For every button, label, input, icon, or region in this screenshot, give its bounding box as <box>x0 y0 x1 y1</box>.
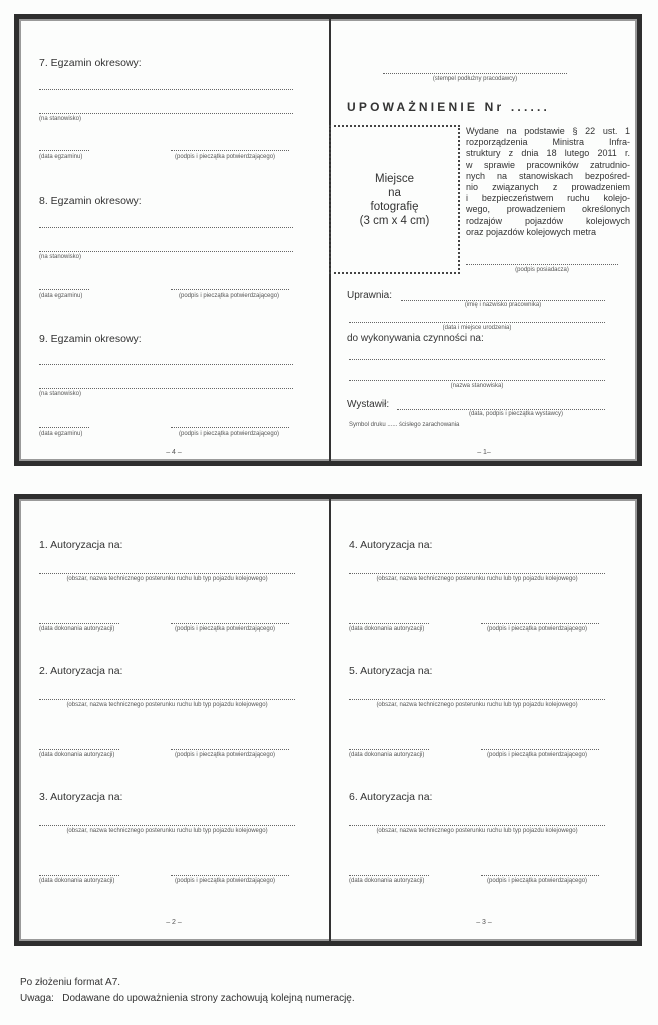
spread-pages-4-1 <box>14 14 642 466</box>
exam-9-date-line[interactable] <box>39 427 89 428</box>
employee-name-caption: (imię i nazwisko pracownika) <box>464 302 542 308</box>
authorization-2-area-caption: (obszar, nazwa technicznego posterunku ruchu lub typ pojazdu kolejowego) <box>66 702 268 708</box>
photo-placeholder-box <box>329 125 460 274</box>
authorization-3-signature-caption: (podpis i pieczątka potwierdzającego) <box>175 878 276 884</box>
legal-line: wego, prowadzeniem określonych <box>466 204 630 215</box>
holder-signature-line[interactable] <box>466 264 618 265</box>
authorizes-label: Uprawnia: <box>347 290 393 301</box>
birth-line[interactable] <box>349 322 605 323</box>
authorization-6-signature-line[interactable] <box>481 875 599 876</box>
authorization-2-signature-line[interactable] <box>171 749 289 750</box>
format-note: Po złożeniu format A7. <box>20 977 121 988</box>
authorization-5-signature-line[interactable] <box>481 749 599 750</box>
exam-7-position-line[interactable] <box>39 113 293 114</box>
legal-line: nych na stanowiskach bezpośred- <box>466 170 630 181</box>
exam-7-line-1[interactable] <box>39 89 293 90</box>
remark-note: Uwaga: Dodawane do upoważnienia strony zachowują kolejną numerację. <box>20 993 355 1004</box>
issuer-caption: (data, podpis i pieczątka wystawcy) <box>468 411 564 417</box>
exam-8-position-caption: (na stanowisko) <box>39 254 82 260</box>
exam-9-signature-caption: (podpis i pieczątka potwierdzającego) <box>179 431 280 437</box>
legal-line: i bezpieczeństwem ruchu kolejo- <box>466 193 630 204</box>
authorization-2-date-caption: (data dokonania autoryzacji) <box>39 752 115 758</box>
exam-7-position-caption: (na stanowisko) <box>39 116 82 122</box>
stamp-line[interactable] <box>383 73 567 74</box>
authorization-2-signature-caption: (podpis i pieczątka potwierdzającego) <box>175 752 276 758</box>
photo-text-line-3: fotografię <box>370 200 419 213</box>
issued-label: Wystawił: <box>347 399 390 410</box>
issuer-line[interactable] <box>397 409 605 410</box>
authorization-5-date-line[interactable] <box>349 749 429 750</box>
authorization-4-signature-line[interactable] <box>481 623 599 624</box>
authorization-3-date-line[interactable] <box>39 875 119 876</box>
position-line-1[interactable] <box>349 359 605 360</box>
legal-line: Wydane na podstawie § 22 ust. 1 <box>466 126 630 136</box>
legal-line: w sprawie pracowników zatrudnio- <box>466 159 630 170</box>
exam-7-signature-caption: (podpis i pieczątka potwierdzającego) <box>175 154 276 160</box>
exam-8-heading: 8. Egzamin okresowy: <box>39 195 142 207</box>
legal-line: nio związanych z prowadzeniem <box>466 182 630 193</box>
authorization-5-date-caption: (data dokonania autoryzacji) <box>349 752 425 758</box>
authorization-5-area-caption: (obszar, nazwa technicznego posterunku ruchu lub typ pojazdu kolejowego) <box>376 702 578 708</box>
authorization-2-date-line[interactable] <box>39 749 119 750</box>
page-number-4: – 4 – <box>166 449 182 456</box>
exam-7-date-line[interactable] <box>39 150 89 151</box>
authorization-5-area-line[interactable] <box>349 699 605 700</box>
authorization-3-area-caption: (obszar, nazwa technicznego posterunku ruchu lub typ pojazdu kolejowego) <box>66 828 268 834</box>
exam-9-signature-line[interactable] <box>171 427 289 428</box>
authorization-1-area-caption: (obszar, nazwa technicznego posterunku ruchu lub typ pojazdu kolejowego) <box>66 576 268 582</box>
authorization-6-area-caption: (obszar, nazwa technicznego posterunku ruchu lub typ pojazdu kolejowego) <box>376 828 578 834</box>
exam-8-line-1[interactable] <box>39 227 293 228</box>
authorization-3-area-line[interactable] <box>39 825 295 826</box>
authorization-5-signature-caption: (podpis i pieczątka potwierdzającego) <box>487 752 588 758</box>
page-3 <box>331 499 637 941</box>
document-title: UPOWAŻNIENIE Nr ...... <box>347 100 551 114</box>
spread-pages-2-3 <box>14 494 642 946</box>
page-number-2: – 2 – <box>166 919 182 926</box>
holder-signature-caption: (podpis posiadacza) <box>515 267 569 273</box>
exam-8-date-line[interactable] <box>39 289 89 290</box>
exam-7-heading: 7. Egzamin okresowy: <box>39 57 142 69</box>
legal-line: oraz pojazdów kolejowych metra <box>466 226 597 237</box>
authorization-4-heading: 4. Autoryzacja na: <box>349 539 433 551</box>
authorization-1-signature-caption: (podpis i pieczątka potwierdzającego) <box>175 626 276 632</box>
page-number-3: – 3 – <box>476 919 492 926</box>
exam-9-position-line[interactable] <box>39 388 293 389</box>
position-line-2[interactable] <box>349 380 605 381</box>
exam-9-heading: 9. Egzamin okresowy: <box>39 333 142 345</box>
position-name-caption: (nazwa stanowiska) <box>450 383 504 389</box>
exam-9-position-caption: (na stanowisko) <box>39 391 82 397</box>
exam-9-line-1[interactable] <box>39 364 293 365</box>
exam-7-signature-line[interactable] <box>171 150 289 151</box>
authorization-6-date-line[interactable] <box>349 875 429 876</box>
authorization-2-area-line[interactable] <box>39 699 295 700</box>
authorization-4-signature-caption: (podpis i pieczątka potwierdzającego) <box>487 626 588 632</box>
print-symbol-text: Symbol druku ...... ścisłego zarachowania <box>349 422 460 428</box>
authorization-6-date-caption: (data dokonania autoryzacji) <box>349 878 425 884</box>
authorization-1-heading: 1. Autoryzacja na: <box>39 539 123 551</box>
photo-text-line-4: (3 cm x 4 cm) <box>359 214 430 227</box>
exam-9-date-caption: (data egzaminu) <box>39 431 83 437</box>
birth-caption: (data i miejsce urodzenia) <box>442 325 512 331</box>
page-number-1: – 1– <box>477 449 491 456</box>
page-1 <box>331 19 637 461</box>
page-2 <box>19 499 329 941</box>
stamp-caption: (stempel podłużny pracodawcy) <box>432 76 518 82</box>
authorization-2-heading: 2. Autoryzacja na: <box>39 665 123 677</box>
photo-text-line-1: Miejsce <box>375 172 414 185</box>
authorization-1-date-caption: (data dokonania autoryzacji) <box>39 626 115 632</box>
authorization-1-area-line[interactable] <box>39 573 295 574</box>
exam-8-signature-caption: (podpis i pieczątka potwierdzającego) <box>179 293 280 299</box>
exam-8-date-caption: (data egzaminu) <box>39 293 83 299</box>
authorization-4-date-caption: (data dokonania autoryzacji) <box>349 626 425 632</box>
authorization-1-signature-line[interactable] <box>171 623 289 624</box>
authorization-6-signature-caption: (podpis i pieczątka potwierdzającego) <box>487 878 588 884</box>
authorization-3-heading: 3. Autoryzacja na: <box>39 791 123 803</box>
authorization-4-area-line[interactable] <box>349 573 605 574</box>
authorization-3-date-caption: (data dokonania autoryzacji) <box>39 878 115 884</box>
exam-8-position-line[interactable] <box>39 251 293 252</box>
legal-basis-text <box>466 126 630 238</box>
activities-label: do wykonywania czynności na: <box>347 333 484 344</box>
authorization-4-date-line[interactable] <box>349 623 429 624</box>
employee-name-line[interactable] <box>401 300 605 301</box>
authorization-6-heading: 6. Autoryzacja na: <box>349 791 433 803</box>
exam-7-date-caption: (data egzaminu) <box>39 154 83 160</box>
authorization-1-date-line[interactable] <box>39 623 119 624</box>
exam-8-signature-line[interactable] <box>171 289 289 290</box>
photo-text-line-2: na <box>388 186 401 199</box>
authorization-4-area-caption: (obszar, nazwa technicznego posterunku ruchu lub typ pojazdu kolejowego) <box>376 576 578 582</box>
page-4 <box>19 19 329 461</box>
authorization-3-signature-line[interactable] <box>171 875 289 876</box>
authorization-5-heading: 5. Autoryzacja na: <box>349 665 433 677</box>
legal-line: rozporządzenia Ministra Infra- <box>466 137 630 148</box>
legal-line: rodzajów pojazdów kolejowych <box>466 215 630 226</box>
authorization-6-area-line[interactable] <box>349 825 605 826</box>
legal-line: struktury z dnia 18 lutego 2011 r. <box>466 148 630 159</box>
